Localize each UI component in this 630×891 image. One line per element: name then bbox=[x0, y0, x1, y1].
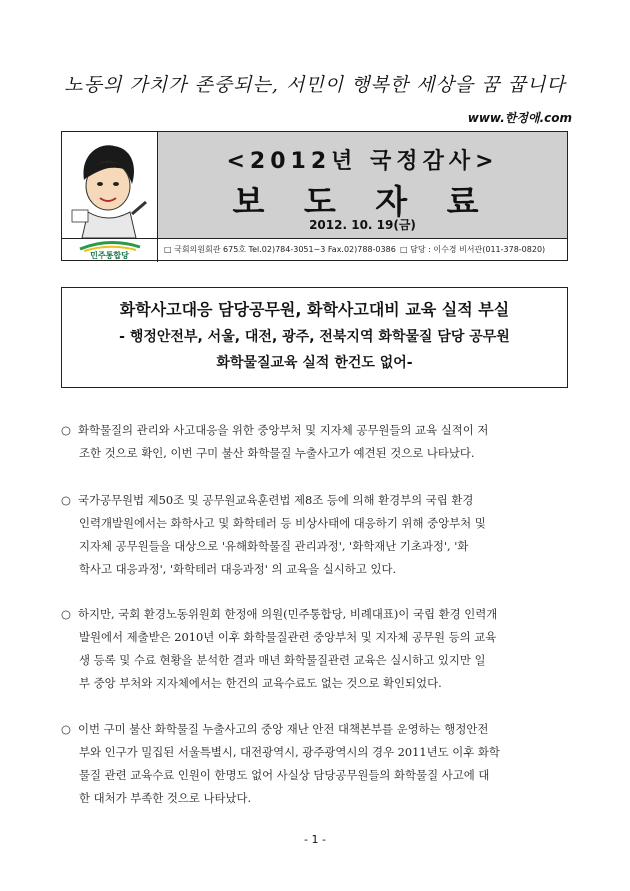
lawmaker-caricature bbox=[62, 132, 158, 238]
title-block bbox=[158, 132, 567, 238]
bullet-icon: ○ bbox=[61, 607, 71, 621]
bullet-icon: ○ bbox=[61, 722, 71, 736]
press-release-header bbox=[61, 131, 568, 261]
headline-main: 화학사고대응 담당공무원, 화학사고대비 교육 실적 부실 bbox=[119, 300, 510, 319]
contact-bar bbox=[62, 238, 567, 262]
caricature-icon bbox=[62, 132, 157, 238]
office-contact: □ 국회의원회관 675호 Tel.02)784-3051~3 Fax.02)788-0386 bbox=[164, 245, 396, 254]
paragraph-line: 한 대처가 부족한 것으로 나타났다. bbox=[79, 791, 252, 805]
release-date: 2012. 10. 19(금) bbox=[309, 218, 416, 232]
party-logo bbox=[62, 239, 158, 262]
paragraph-line: 물질 관련 교육수료 인원이 한명도 없어 사실상 담당공무원들의 화학물질 사고에 대 bbox=[79, 768, 490, 782]
bullet-icon: ○ bbox=[61, 423, 71, 437]
paragraph bbox=[61, 419, 575, 465]
paragraph-line: 화학물질의 관리와 사고대응을 위한 중앙부처 및 지자체 공무원들의 교육 실적이 저 bbox=[78, 423, 489, 437]
slogan: 노동의 가치가 존중되는, 서민이 행복한 세상을 꿈 꿉니다 bbox=[64, 74, 566, 96]
audit-title: <2012년 국정감사> bbox=[226, 149, 499, 174]
headline-sub: - 행정안전부, 서울, 대전, 광주, 전북지역 화학물질 담당 공무원 bbox=[119, 329, 510, 345]
page-number: - 1 - bbox=[304, 833, 326, 846]
bullet-icon: ○ bbox=[61, 493, 71, 507]
paragraph-line: 하지만, 국회 환경노동위원회 한정애 의원(민주통합당, 비례대표)이 국립 환경 인력개 bbox=[78, 607, 498, 621]
press-release-title: 보 도 자 료 bbox=[232, 182, 493, 221]
paragraph-line: 학사고 대응과정', '화학테러 대응과정' 의 교육을 실시하고 있다. bbox=[79, 562, 397, 576]
paragraph-line: 부 중앙 부처와 지자체에서는 한건의 교육수료도 없는 것으로 확인되었다. bbox=[79, 676, 442, 690]
paragraph-line: 발원에서 제출받은 2010년 이후 화학물질관련 중앙부처 및 지자체 공무원 등의 교육 bbox=[79, 630, 497, 644]
staff-contact: □ 담당 : 이수경 비서관(011-378-0820) bbox=[400, 245, 546, 254]
paragraph-line: 이번 구미 불산 화학물질 누출사고의 중앙 재난 안전 대책본부를 운영하는 행정안전 bbox=[78, 722, 489, 736]
headline-box bbox=[61, 287, 568, 388]
paragraph bbox=[61, 603, 575, 695]
paragraph bbox=[61, 489, 575, 581]
paragraph-line: 지자체 공무원들을 대상으로 '유해화학물질 관리과정', '화학재난 기초과정', '화 bbox=[79, 539, 469, 553]
paragraph-line: 조한 것으로 확인, 이번 구미 불산 화학물질 누출사고가 예견된 것으로 나타났다. bbox=[79, 446, 475, 460]
paragraph-line: 국가공무원법 제50조 및 공무원교육훈련법 제8조 등에 의해 환경부의 국립 환경 bbox=[78, 493, 474, 507]
paragraph-line: 인력개발원에서는 화학사고 및 화학테러 등 비상사태에 대응하기 위해 중앙부처 및 bbox=[79, 516, 486, 530]
headline-sub-continued: 화학물질교육 실적 한건도 없어- bbox=[216, 355, 413, 371]
party-name: 민주통합당 bbox=[90, 251, 129, 260]
website-link[interactable]: www.한정애.com bbox=[467, 111, 572, 125]
paragraph bbox=[61, 718, 575, 810]
paragraph-line: 부와 인구가 밀집된 서울특별시, 대전광역시, 광주광역시의 경우 2011년도 이후 화학 bbox=[79, 745, 500, 759]
paragraph-line: 생 등록 및 수료 현황을 분석한 결과 매년 화학물질관련 교육은 실시하고 있지만 일 bbox=[79, 653, 486, 667]
